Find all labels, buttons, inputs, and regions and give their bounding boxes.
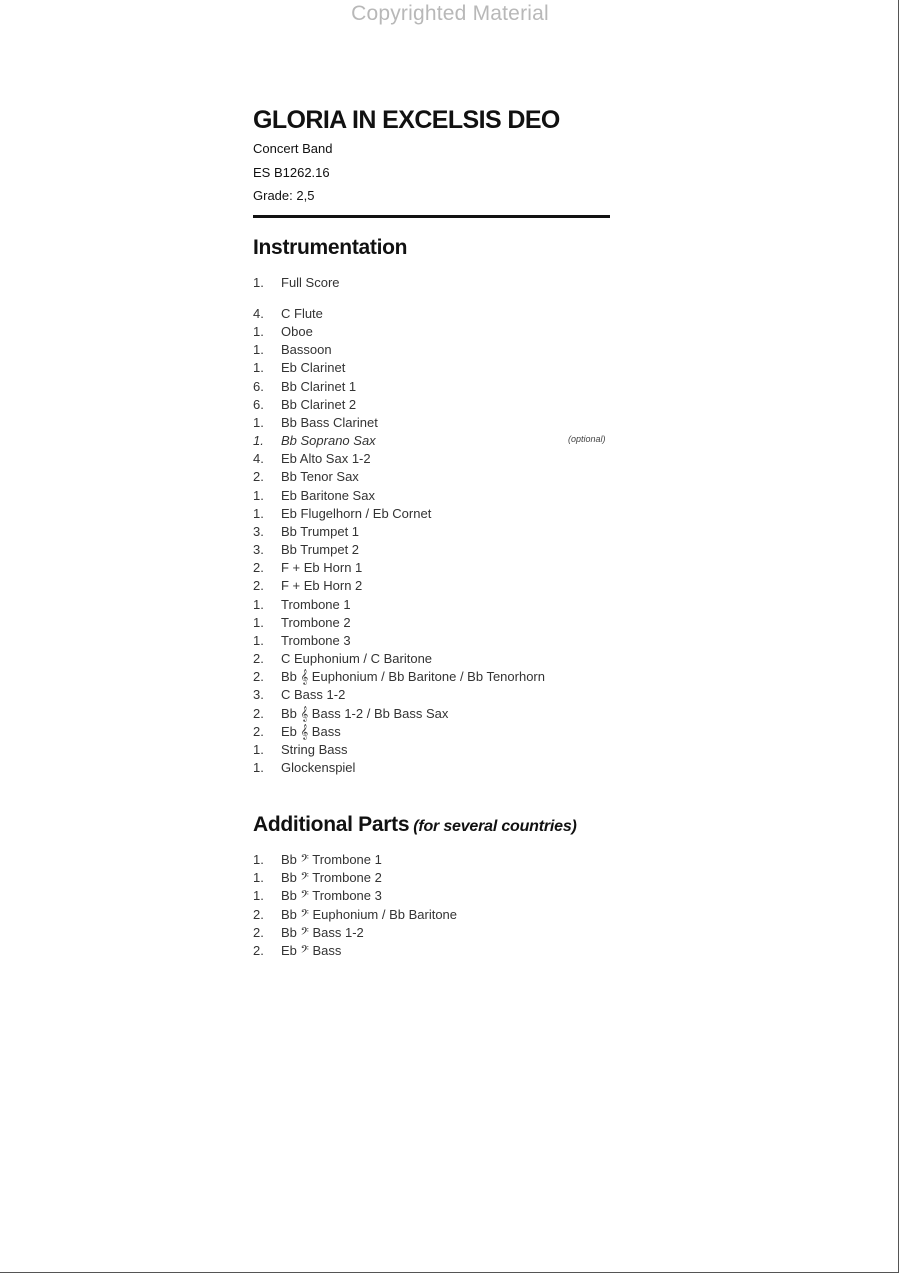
list-item <box>253 851 382 869</box>
list-item <box>253 450 371 468</box>
list-item <box>253 341 332 359</box>
item-qty: 2. <box>253 651 264 667</box>
list-item <box>253 906 457 924</box>
item-qty: 1. <box>253 433 264 449</box>
list-item <box>253 432 376 450</box>
list-item <box>253 414 378 432</box>
item-name: Eb Flugelhorn / Eb Cornet <box>281 505 432 521</box>
item-name: C Euphonium / C Baritone <box>281 651 433 667</box>
item-name: Oboe <box>281 324 313 340</box>
additional-parts-title: Additional Parts <box>253 813 410 836</box>
item-qty: 2. <box>253 906 264 922</box>
item-name: F + Eb Horn 2 <box>281 578 363 594</box>
item-qty: 6. <box>253 378 264 394</box>
optional-note: (optional) <box>568 434 606 444</box>
list-item <box>253 759 355 777</box>
divider <box>253 215 610 218</box>
item-qty: 1. <box>253 870 264 886</box>
list-item <box>253 942 341 960</box>
item-qty: 1. <box>253 632 264 648</box>
item-name: Bb 𝄢 Euphonium / Bb Baritone <box>281 906 458 922</box>
item-name: Bb Soprano Sax <box>281 433 376 449</box>
list-item <box>253 887 382 905</box>
item-qty: 1. <box>253 760 264 775</box>
item-qty: 4. <box>253 306 264 321</box>
list-item <box>253 741 347 759</box>
list-item <box>253 686 345 704</box>
list-item <box>253 396 356 414</box>
item-qty: 1. <box>253 852 264 867</box>
instrumentation-heading: Instrumentation <box>253 236 408 259</box>
item-qty: 1. <box>253 324 264 340</box>
list-item-full-score <box>253 274 340 292</box>
item-name: C Flute <box>281 306 323 321</box>
list-item <box>253 523 359 541</box>
item-name: Bb Bass Clarinet <box>281 414 378 430</box>
item-name: Bb Trumpet 1 <box>281 523 360 539</box>
item-qty: 2. <box>253 669 264 685</box>
list-item <box>253 869 382 887</box>
list-item <box>253 559 362 577</box>
item-qty: 2. <box>253 943 264 958</box>
item-qty: 1. <box>253 342 264 358</box>
list-item <box>253 468 359 486</box>
list-item <box>253 378 356 396</box>
list-item <box>253 487 375 505</box>
list-item <box>253 614 351 632</box>
page-title: GLORIA IN EXCELSIS DEO <box>253 106 560 134</box>
item-name: Trombone 1 <box>281 596 351 612</box>
additional-parts-subtitle: (for several countries) <box>413 818 577 835</box>
item-name: Eb Clarinet <box>281 360 346 376</box>
item-name: String Bass <box>281 741 348 757</box>
item-qty: 1. <box>253 505 264 521</box>
item-qty: 1. <box>253 487 264 503</box>
item-qty: 2. <box>253 578 264 594</box>
grade-label: Grade: 2,5 <box>253 188 315 203</box>
item-name: Full Score <box>281 275 340 290</box>
ensemble-label: Concert Band <box>253 141 333 156</box>
item-name: Bb Tenor Sax <box>281 469 359 485</box>
item-qty: 3. <box>253 542 264 558</box>
item-name: Eb 𝄞 Bass <box>281 723 341 739</box>
item-qty: 1. <box>253 741 264 757</box>
item-qty: 4. <box>253 451 264 467</box>
item-qty: 2. <box>253 705 264 721</box>
item-name: Bb 𝄢 Trombone 1 <box>281 852 382 867</box>
item-qty: 2. <box>253 723 264 739</box>
item-qty: 1. <box>253 414 264 430</box>
item-name: Bb 𝄢 Trombone 2 <box>281 870 382 886</box>
list-item <box>253 705 448 723</box>
item-name: Bb Trumpet 2 <box>281 542 360 558</box>
item-qty: 6. <box>253 396 264 412</box>
list-item <box>253 359 345 377</box>
additional-parts-heading <box>253 813 577 837</box>
item-name: Bb 𝄞 Euphonium / Bb Baritone / Bb Tenorhorn <box>281 669 545 685</box>
list-item <box>253 305 323 323</box>
item-name: Bb Clarinet 1 <box>281 378 357 394</box>
item-name: Bassoon <box>281 342 332 358</box>
list-item <box>253 505 431 523</box>
item-name: Glockenspiel <box>281 760 356 775</box>
item-name: Bb Clarinet 2 <box>281 396 357 412</box>
watermark: Copyrighted Material <box>351 2 549 25</box>
item-name: Bb 𝄢 Trombone 3 <box>281 888 382 904</box>
list-item <box>253 323 313 341</box>
item-qty: 3. <box>253 523 264 539</box>
list-item <box>253 924 364 942</box>
list-item <box>253 668 545 686</box>
item-name: F + Eb Horn 1 <box>281 560 363 576</box>
item-name: Bb 𝄞 Bass 1-2 / Bb Bass Sax <box>281 705 449 721</box>
item-name: C Bass 1-2 <box>281 687 346 703</box>
list-item <box>253 577 362 595</box>
item-qty: 2. <box>253 469 264 485</box>
list-item <box>253 541 359 559</box>
item-qty: 1. <box>253 888 264 904</box>
item-qty: 1. <box>253 614 264 630</box>
list-item <box>253 596 351 614</box>
list-item <box>253 723 341 741</box>
item-qty: 2. <box>253 560 264 576</box>
item-qty: 1. <box>253 360 264 376</box>
item-qty: 1. <box>253 275 264 290</box>
item-name: Eb 𝄢 Bass <box>281 943 342 958</box>
item-name: Bb 𝄢 Bass 1-2 <box>281 924 364 940</box>
catalog-number: ES B1262.16 <box>253 165 330 180</box>
item-name: Trombone 3 <box>281 632 351 648</box>
list-item <box>253 650 432 668</box>
item-name: Eb Alto Sax 1-2 <box>281 451 371 467</box>
item-qty: 3. <box>253 687 264 703</box>
item-qty: 1. <box>253 596 264 612</box>
item-name: Eb Baritone Sax <box>281 487 375 503</box>
item-qty: 2. <box>253 924 264 940</box>
list-item <box>253 632 351 650</box>
item-name: Trombone 2 <box>281 614 351 630</box>
